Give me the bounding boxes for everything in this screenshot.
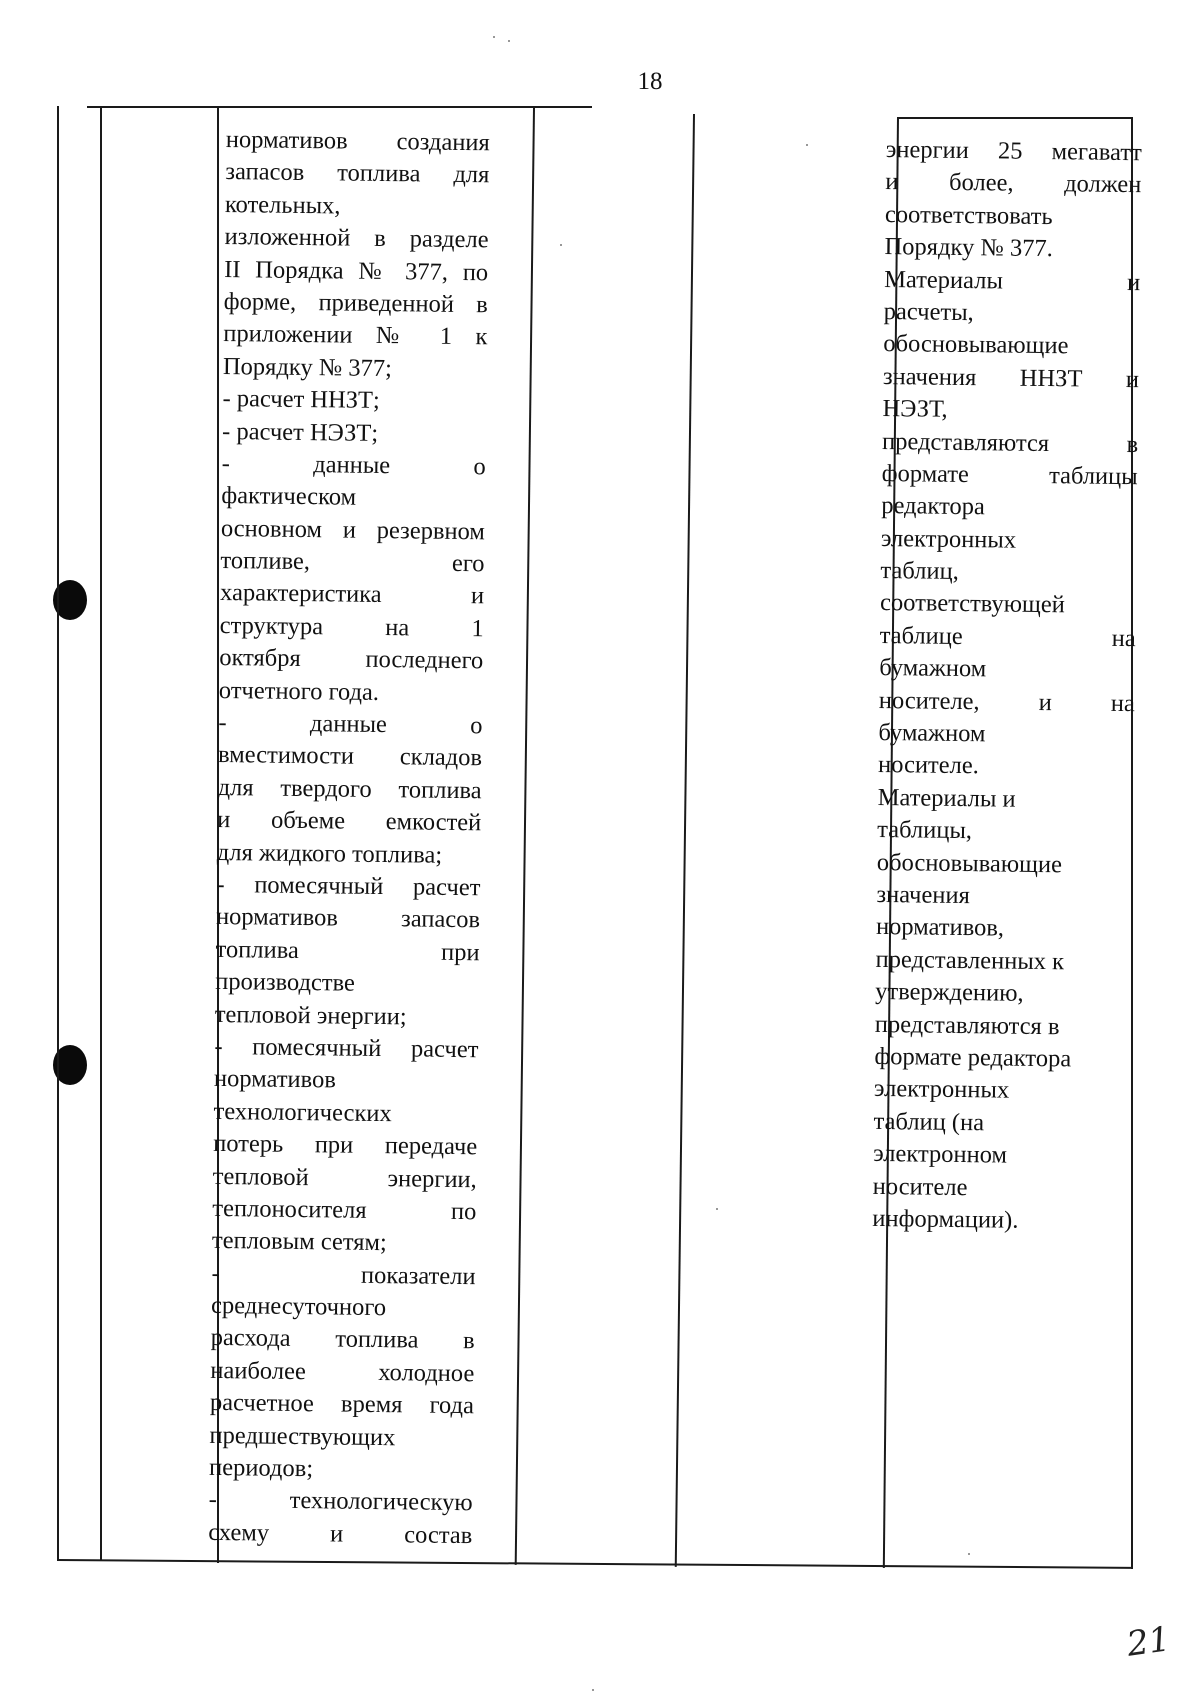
text-line: бумажном	[878, 718, 986, 748]
text-line: схему и состав	[208, 1518, 473, 1550]
text-line: приложении № 1 к	[223, 320, 488, 351]
scan-speck	[508, 40, 510, 42]
scan-speck	[968, 1553, 970, 1555]
text-line: октября последнего	[219, 644, 484, 675]
text-line: бумажном	[879, 654, 987, 683]
text-line: обосновывающие	[883, 330, 1069, 360]
text-line: информации).	[872, 1204, 1019, 1234]
text-line: электронных	[880, 524, 1017, 554]
text-line: представляются в	[881, 427, 1139, 458]
text-line: тепловым сетям;	[211, 1227, 387, 1257]
text-line: расчеты,	[883, 297, 974, 327]
text-line: тепловой энергии,	[212, 1162, 477, 1193]
text-line: формате таблицы	[881, 459, 1138, 491]
handwritten-sheet-number: 21	[1124, 1619, 1173, 1665]
text-line: котельных,	[224, 190, 341, 220]
text-line: - помесячный расчет	[216, 870, 481, 902]
text-line: и более, должен	[885, 168, 1142, 199]
text-line: - данные о	[221, 449, 486, 481]
text-line: характеристика и	[219, 579, 485, 610]
table-col-border-1	[57, 106, 59, 1561]
text-line: для твердого топлива	[217, 773, 482, 805]
text-line: фактическом	[221, 482, 357, 511]
text-line: среднесуточного	[210, 1291, 387, 1322]
text-line: - данные о	[218, 708, 483, 740]
table-col-border-4	[515, 108, 535, 1565]
text-line: энергии 25 мегаватт	[885, 135, 1142, 167]
text-line: расчетное время года	[209, 1389, 475, 1420]
table-cell-column-6	[872, 134, 1142, 1238]
text-line: - показатели	[211, 1259, 476, 1290]
text-line: таблице на	[879, 621, 1136, 653]
text-line: носителе	[872, 1172, 968, 1201]
page-number: 18	[637, 68, 663, 95]
text-line: предшествующих	[209, 1421, 396, 1451]
table-top-border-right	[897, 117, 1133, 119]
text-line: потерь при передаче	[213, 1130, 478, 1161]
text-line: структура на 1	[219, 611, 484, 643]
text-line: форме, приведенной в	[223, 287, 488, 319]
text-line: Порядку № 377;	[222, 352, 393, 382]
text-line: и объеме емкостей	[217, 806, 482, 837]
table-col-border-2	[100, 106, 102, 1561]
text-line: представленных к	[875, 945, 1065, 976]
text-line: нормативов,	[875, 913, 1005, 942]
text-line: соответствовать	[884, 200, 1053, 230]
text-line: - расчет ННЗТ;	[222, 385, 380, 415]
text-line: нормативов запасов	[215, 903, 481, 934]
scan-speck	[493, 36, 495, 38]
text-line: электронных	[873, 1075, 1010, 1104]
text-line: тепловой энергии;	[214, 1000, 407, 1030]
text-line: таблиц,	[880, 557, 959, 586]
text-line: II Порядка № 377, по	[224, 255, 489, 286]
text-line: НЭЗТ,	[882, 395, 948, 423]
text-line: изложенной в разделе	[224, 223, 489, 254]
text-line: - расчет НЭЗТ;	[221, 417, 379, 447]
text-line: значения ННЗТ и	[882, 362, 1140, 393]
text-line: основном и резервном	[220, 514, 486, 545]
text-line: таблицы,	[877, 816, 973, 845]
text-line: носителе.	[877, 751, 979, 780]
text-line: нормативов	[213, 1065, 337, 1094]
text-line: таблиц (на	[873, 1107, 985, 1137]
scan-speck	[592, 1689, 594, 1691]
text-line: обосновывающие	[876, 848, 1063, 878]
table-col-border-5	[675, 114, 695, 1567]
text-line: производстве	[215, 968, 356, 997]
text-line: для жидкого топлива;	[216, 838, 443, 869]
text-line: формате редактора	[874, 1042, 1072, 1073]
text-line: Порядку № 377.	[884, 233, 1053, 263]
text-line: утверждению,	[875, 978, 1024, 1007]
text-line: редактора	[881, 492, 985, 521]
text-line: технологических	[213, 1097, 392, 1127]
text-line: расхода топлива в	[210, 1324, 475, 1355]
text-line: наиболее холодное	[210, 1356, 475, 1388]
text-line: носителе, и на	[878, 686, 1136, 717]
text-line: значения	[876, 880, 970, 910]
text-line: - технологическую	[208, 1486, 473, 1517]
text-line: нормативов создания	[225, 125, 490, 157]
text-line: электронном	[873, 1140, 1008, 1169]
text-line: отчетного года.	[218, 676, 380, 706]
text-line: Материалы и	[884, 265, 1141, 296]
text-line: - помесячный расчет	[214, 1032, 479, 1064]
text-line: соответствующей	[879, 589, 1066, 619]
text-line: периодов;	[208, 1453, 314, 1483]
text-line: Материалы и	[877, 783, 1016, 813]
table-cell-column-3	[208, 124, 490, 1552]
text-line: топлива при	[215, 935, 480, 967]
text-line: вместимости складов	[217, 741, 483, 772]
text-line: представляются в	[874, 1010, 1060, 1040]
table-top-border-left	[87, 106, 592, 108]
text-line: запасов топлива для	[225, 158, 490, 189]
text-line: топливе, его	[220, 547, 485, 578]
text-line: теплоносителя по	[212, 1194, 477, 1226]
